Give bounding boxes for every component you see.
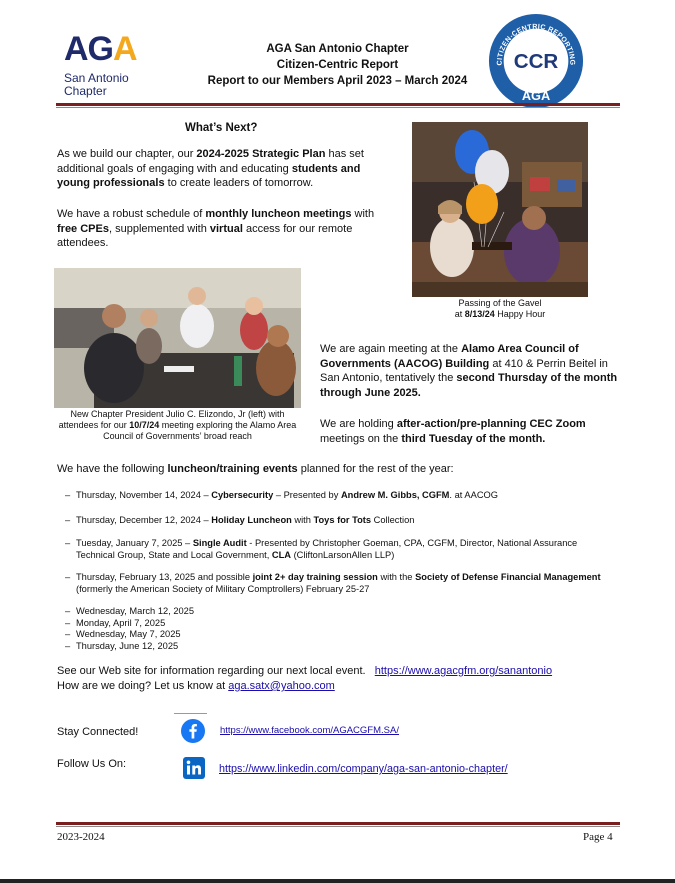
social-divider xyxy=(174,713,207,714)
event-date-item: – Wednesday, May 7, 2025 xyxy=(65,629,181,639)
website-link[interactable]: https://www.agacgfm.org/sanantonio xyxy=(374,665,553,677)
header-rule-red xyxy=(56,103,620,106)
meeting-caption: New Chapter President Julio C. Elizondo, Jr (left) with attendees for our 10/7/24 meeting exploring the Alamo Area Council of Governments’ broad reach xyxy=(58,409,297,441)
website-line: See our Web site for information regarding our next local event. https://www.agacgfm.org/sanantonio xyxy=(57,665,553,677)
feedback-line: How are we doing? Let us know at aga.satx@yahoo.com xyxy=(57,680,335,692)
aga-logo-star-a: A xyxy=(113,30,137,68)
ccr-seal-logo xyxy=(487,12,585,110)
page-bottom-edge xyxy=(0,879,675,883)
zoom-meeting-paragraph: We are holding after-action/pre-planning CEC Zoom meetings on the third Tuesday of the month. xyxy=(320,418,586,445)
aga-logo-subtitle xyxy=(64,72,129,98)
report-heading xyxy=(190,41,485,89)
event-date-item: – Thursday, June 12, 2025 xyxy=(65,640,179,651)
event-item-single-audit: – Tuesday, January 7, 2025 – Single Audit - Presented by Christopher Goeman, CPA, CGFM, Director, National Assurance Technical Group, State and Local Government, CLA (CliftonLarsonAllen LLP) xyxy=(65,538,578,560)
logo-sub-line2: Chapter xyxy=(64,84,107,98)
whats-next-title: What’s Next? xyxy=(185,122,258,134)
event-date-item: – Monday, April 7, 2025 xyxy=(65,617,166,628)
heading-line1: AGA San Antonio Chapter xyxy=(266,43,409,55)
footer-rule-gray xyxy=(56,826,620,827)
event-item-joint-training: – Thursday, February 13, 2025 and possible joint 2+ day training session with the Society of Defense Financial Management (formerly the American Society of Military Comptrollers) February 25-27 xyxy=(65,572,601,594)
events-intro: We have the following luncheon/training events planned for the rest of the year: xyxy=(57,463,454,475)
strategic-plan-paragraph: As we build our chapter, our 2024-2025 Strategic Plan has set additional goals of engaging with and educating students and young professionals to create leaders of tomorrow. xyxy=(57,148,364,189)
header-rule-gray xyxy=(56,107,620,108)
follow-us-label: Follow Us On: xyxy=(57,758,127,770)
aga-logo-text: AG xyxy=(64,30,113,68)
footer-rule-red xyxy=(56,822,620,825)
meeting-location-paragraph: We are again meeting at the Alamo Area Council of Governments (AACOG) Building at 410 & Perrin Beitel in San Antonio, tentatively the second Thursday of the month through June 2025. xyxy=(320,343,618,399)
event-item-holiday: – Thursday, December 12, 2024 – Holiday Luncheon with Toys for Tots Collection xyxy=(65,515,415,525)
linkedin-link[interactable]: https://www.linkedin.com/company/aga-san-antonio-chapter/ xyxy=(219,763,508,775)
linkedin-icon[interactable] xyxy=(183,757,205,779)
facebook-link[interactable]: https://www.facebook.com/AGACGFM.SA/ xyxy=(220,725,399,736)
ccr-ring-text: CITIZEN-CENTRIC REPORTING xyxy=(496,23,576,66)
footer-year: 2023-2024 xyxy=(57,831,105,843)
event-dates-list xyxy=(65,606,376,652)
facebook-icon[interactable] xyxy=(181,719,205,743)
event-date-item: – Wednesday, March 12, 2025 xyxy=(65,606,195,616)
footer-page-number: Page 4 xyxy=(583,831,613,843)
heading-line3: Report to our Members April 2023 – March 2024 xyxy=(207,75,468,87)
aga-logo xyxy=(64,30,137,69)
meeting-photo xyxy=(54,268,301,408)
gavel-caption: Passing of the Gavel at 8/13/24 Happy Hour xyxy=(454,298,546,319)
logo-sub-line1: San Antonio xyxy=(64,71,129,85)
event-item-cybersecurity: – Thursday, November 14, 2024 – Cybersecurity – Presented by Andrew M. Gibbs, CGFM. at AACOG xyxy=(65,490,498,500)
stay-connected-label: Stay Connected! xyxy=(57,726,139,738)
luncheon-paragraph: We have a robust schedule of monthly luncheon meetings with free CPEs, supplemented with virtual access for our remote attendees. xyxy=(57,208,375,249)
heading-line2: Citizen-Centric Report xyxy=(276,59,399,71)
email-link[interactable]: aga.satx@yahoo.com xyxy=(228,680,335,692)
gavel-photo xyxy=(412,122,588,297)
ccr-big-text: CCR xyxy=(513,49,559,73)
ccr-aga-text: AGA xyxy=(521,88,551,104)
